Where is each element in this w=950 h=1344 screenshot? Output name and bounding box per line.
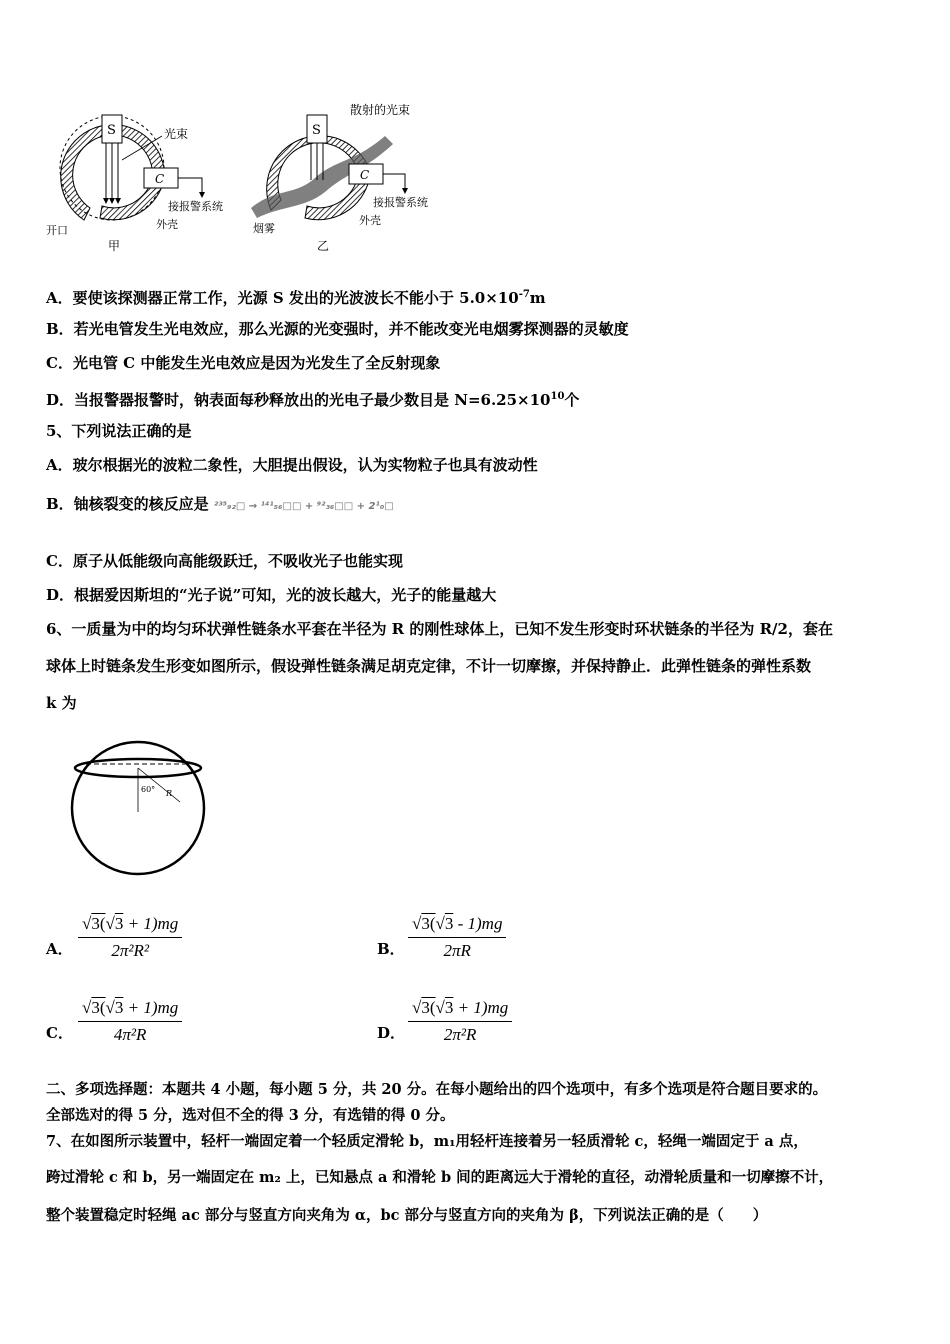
source-s-label: S bbox=[107, 123, 116, 138]
opening-label: 开口 bbox=[46, 224, 68, 237]
section2-line2: 全部选对的得 5 分，选对但不全的得 3 分，有选错的得 0 分。 bbox=[46, 1107, 455, 1124]
q6-option-b-formula: $\frac{√3(√3 - 1)mg}{2\pi R}$ bbox=[408, 914, 506, 961]
scattered-beam-label: 散射的光束 bbox=[350, 103, 411, 117]
alarm-label-jia: 接报警系统 bbox=[168, 200, 223, 213]
q6-option-a-formula: $\frac{√3(√3 + 1)mg}{\text{2π²R²}}$ bbox=[78, 914, 182, 961]
smoke-detector-figure bbox=[40, 100, 460, 260]
sphere-chain-figure bbox=[68, 732, 208, 880]
q6-stem-line3: k 为 bbox=[46, 694, 77, 712]
q6-option-c-label: C． bbox=[46, 1024, 73, 1042]
q6-stem-line2: 球体上时链条发生形变如图所示，假设弹性链条满足胡克定律，不计一切摩擦，并保持静止．此弹性链条的弹性系数 bbox=[46, 657, 812, 675]
photocell-c-label-2: C bbox=[360, 168, 370, 182]
label-yi: 乙 bbox=[317, 239, 330, 253]
q6-option-d-label: D． bbox=[377, 1024, 406, 1042]
q7-line1: 7、在如图所示装置中，轻杆一端固定着一个轻质定滑轮 b，m₁用轻杆连接着另一轻质滑轮 c，轻绳一端固定于 a 点， bbox=[46, 1133, 808, 1150]
section2-line1: 二、多项选择题：本题共 4 小题，每小题 5 分，共 20 分。在每小题给出的四个选项中，有多个选项是符合题目要求的。 bbox=[46, 1081, 828, 1098]
q6-option-d-formula: $\frac{√3(√3 + 1)mg}{\text{2π²R}}$ bbox=[408, 998, 512, 1045]
q6-option-b-label: B． bbox=[377, 940, 405, 958]
radius-label: R bbox=[166, 789, 173, 798]
alarm-label-yi: 接报警系统 bbox=[373, 196, 428, 209]
angle-label: 60° bbox=[141, 785, 156, 794]
q6-option-a-label: A． bbox=[46, 940, 73, 958]
q4-option-a: A．要使该探测器正常工作，光源 S 发出的光波波长不能小于 $5.0\times 10^{-7}m$ bbox=[46, 289, 546, 307]
label-jia: 甲 bbox=[108, 239, 121, 253]
q6-option-c-formula: $\frac{√3(√3 + 1)mg}{\text{4π²R}}$ bbox=[78, 998, 182, 1045]
diagram-jia bbox=[46, 115, 223, 253]
fission-equation: ²³⁵₉₂□ → ¹⁴¹₅₆□□ + ⁹²₃₆□□ + 2¹₀□ bbox=[213, 501, 394, 512]
q4-option-d: D．当报警器报警时，钠表面每秒释放出的光电子最少数目是 $N=6.25\times 10^{10}$个 bbox=[46, 391, 580, 409]
photocell-c-label: C bbox=[155, 172, 165, 186]
q6-stem-line1: 6、一质量为中的均匀环状弹性链条水平套在半径为 R 的刚性球体上，已知不发生形变时环状链条的半径为 R/2，套在 bbox=[46, 620, 833, 638]
q7-line3: 整个装置稳定时轻绳 ac 部分与竖直方向夹角为 α，bc 部分与竖直方向的夹角为 β，下列说法正确的是（ ） bbox=[46, 1207, 768, 1224]
q5-option-c: C．原子从低能级向高能级跃迁，不吸收光子也能实现 bbox=[46, 552, 403, 570]
q4-option-b: B．若光电管发生光电效应，那么光源的光变强时，并不能改变光电烟雾探测器的灵敏度 bbox=[46, 320, 629, 338]
smoke-label: 烟雾 bbox=[253, 222, 275, 235]
diagram-yi bbox=[251, 102, 428, 253]
source-s-label-2: S bbox=[312, 123, 321, 138]
q4-option-c: C．光电管 C 中能发生光电效应是因为光发生了全反射现象 bbox=[46, 354, 441, 372]
light-beam-label: 光束 bbox=[164, 127, 189, 141]
q5-option-a: A．玻尔根据光的波粒二象性，大胆提出假设，认为实物粒子也具有波动性 bbox=[46, 456, 538, 474]
q5-option-b: B．铀核裂变的核反应是 ²³⁵₉₂□ → ¹⁴¹₅₆□□ + ⁹²₃₆□□ + 2¹₀□ bbox=[46, 495, 394, 513]
shell-label-jia: 外壳 bbox=[156, 218, 178, 231]
q5-option-d: D．根据爱因斯坦的“光子说”可知，光的波长越大，光子的能量越大 bbox=[46, 586, 497, 604]
shell-label-yi: 外壳 bbox=[359, 214, 381, 227]
q7-line2: 跨过滑轮 c 和 b，另一端固定在 m₂ 上，已知悬点 a 和滑轮 b 间的距离远大于滑轮的直径，动滑轮质量和一切摩擦不计， bbox=[46, 1169, 834, 1186]
q5-stem: 5、下列说法正确的是 bbox=[46, 422, 192, 440]
